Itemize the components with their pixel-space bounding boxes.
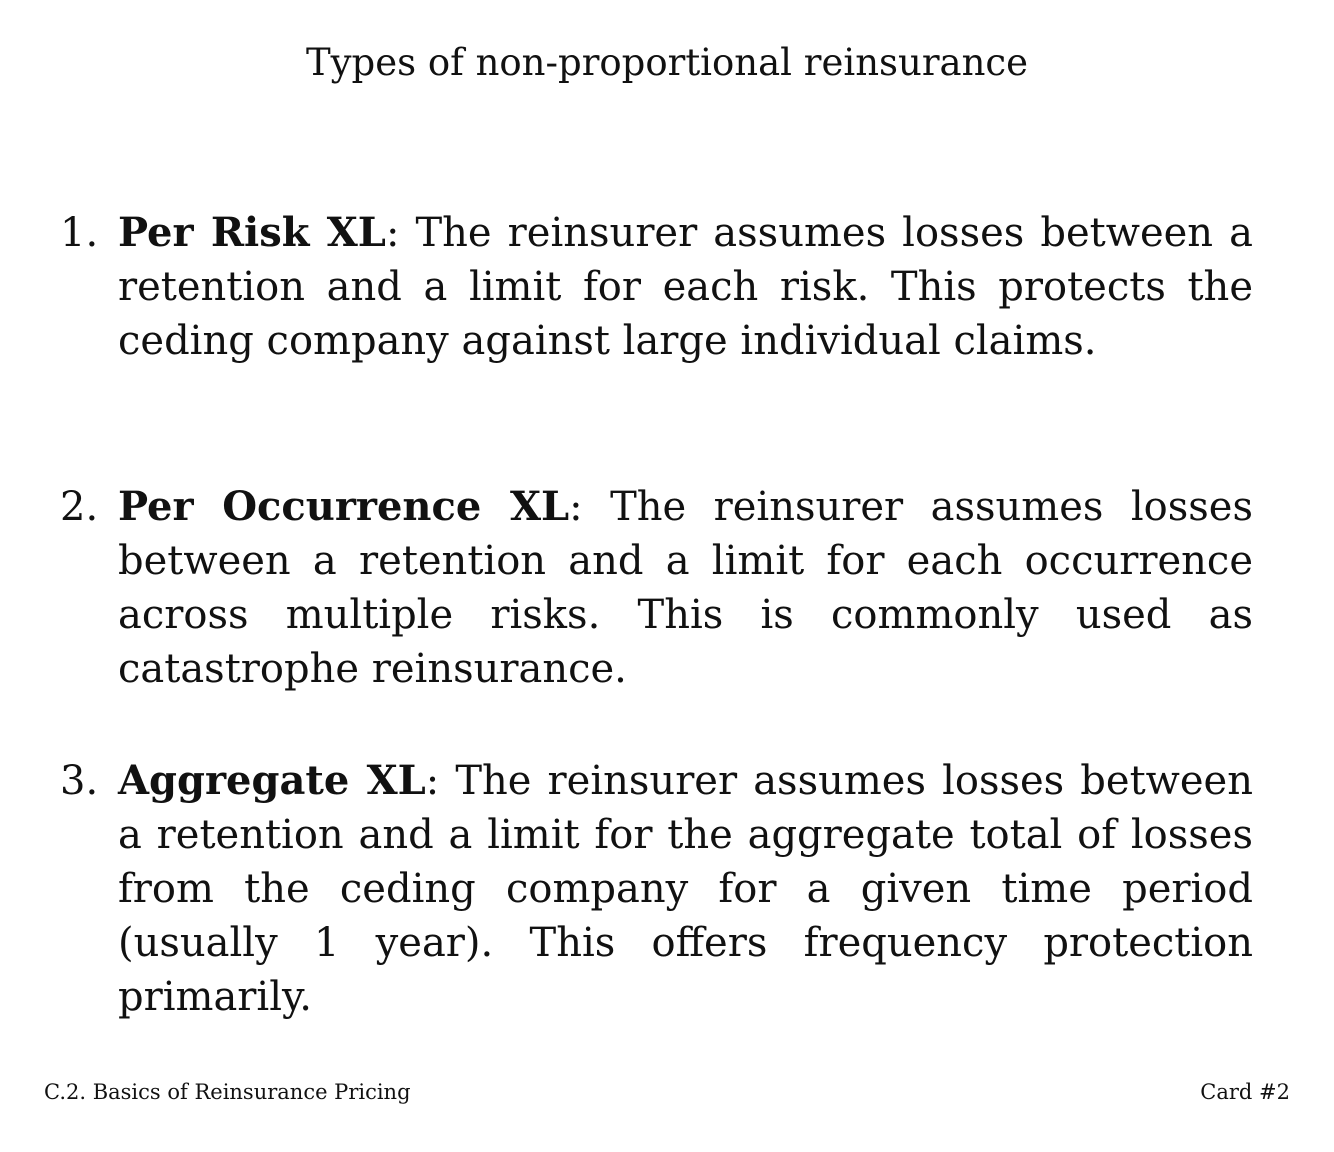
list-item-text: : The reinsurer assumes losses between a retention and a limit for each risk. This protects the ceding company against large individual claims. [118,210,1253,364]
list-item-text: : The reinsurer assumes losses between a retention and a limit for the aggregate total of losses from the ceding company for a given time period (usually 1 year). This offers frequency protection primarily. [118,758,1253,1020]
list-item-per-occurrence-xl [60,480,1253,696]
list-item-per-risk-xl [60,206,1253,368]
list-item-number: 3. [60,758,99,804]
list-item-text: : The reinsurer assumes losses between a retention and a limit for each occurrence across multiple risks. This is commonly used as catastrophe reinsurance. [118,484,1253,692]
footer-card-number: Card #2 [1200,1080,1290,1104]
card-title: Types of non-proportional reinsurance [305,41,1029,84]
footer-section-label: C.2. Basics of Reinsurance Pricing [44,1080,411,1104]
list-item-term: Per Risk XL [118,209,386,256]
list-item-body [118,754,1253,1024]
list-item-body [118,206,1253,368]
list-item-term: Per Occurrence XL [118,483,570,530]
list-item-body [118,480,1253,696]
list-item-number: 1. [60,210,99,256]
list-item-term: Aggregate XL [118,757,426,804]
list-item-number: 2. [60,484,99,530]
list-item-aggregate-xl [60,754,1253,1024]
